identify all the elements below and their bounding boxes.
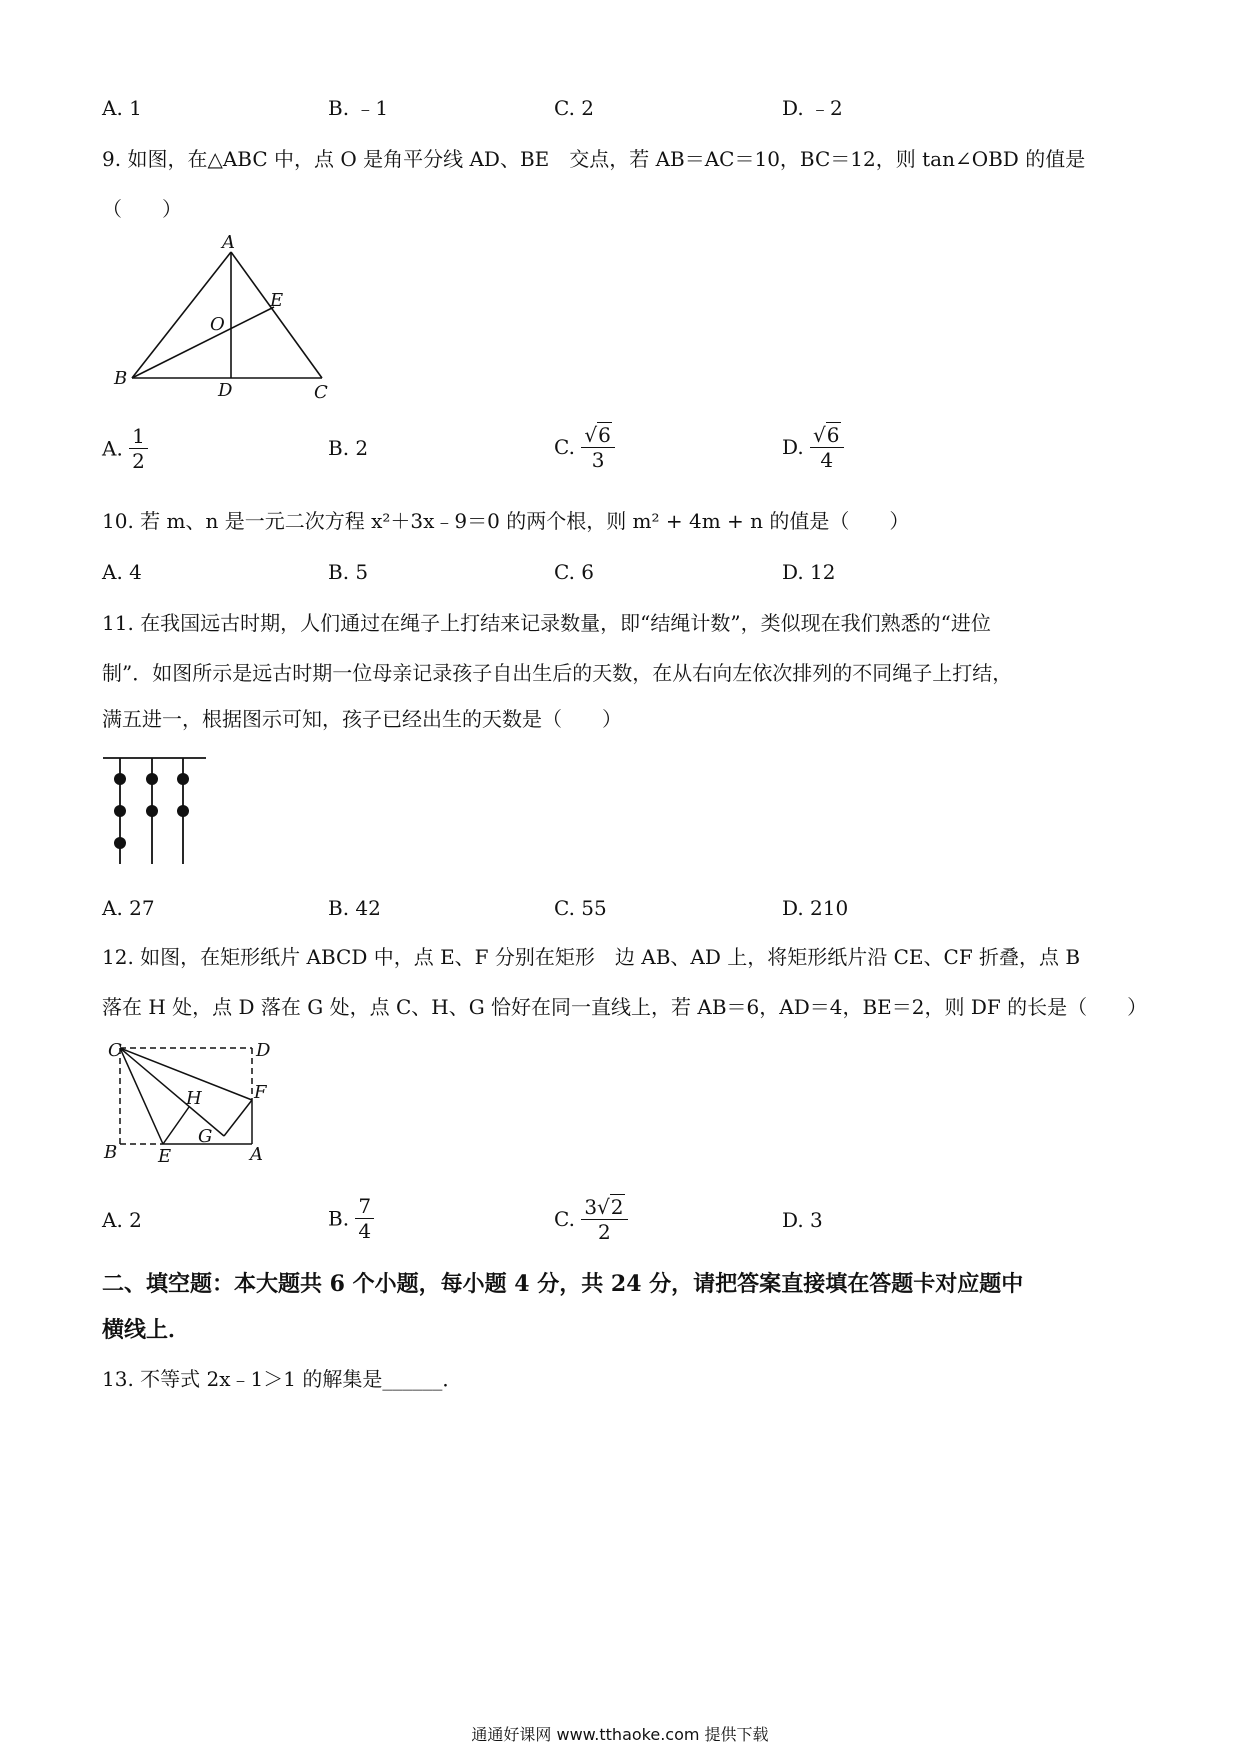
q9-option-c-letter: C. [554, 435, 575, 459]
q10-option-b: B. 5 [328, 560, 369, 584]
q9-label-c: C [314, 382, 328, 403]
knot-dot [146, 805, 158, 817]
q9-option-c [554, 422, 615, 472]
q11-option-c: C. 55 [554, 896, 607, 920]
q9-option-a-letter: A. [102, 436, 123, 461]
q12-option-c-fraction [581, 1194, 627, 1244]
q12-option-c-numerator [581, 1194, 627, 1220]
q12-label-h: H [186, 1088, 202, 1109]
q9-stem-line1: 9. 如图，在△ABC 中，点 O 是角平分线 AD、BE 交点，若 AB＝AC＝10，BC＝12，则 tan∠OBD 的值是 [102, 147, 1086, 171]
q11-option-a: A. 27 [102, 896, 155, 920]
q12-option-c-radicand: 2 [610, 1195, 624, 1219]
q9-option-c-numerator [581, 422, 614, 448]
q9-option-d-numerator [810, 422, 843, 448]
q12-label-g: G [198, 1126, 213, 1147]
q8-option-b: B. ﹣1 [328, 96, 389, 120]
q9-option-b: B. 2 [328, 436, 369, 460]
q10-option-d: D. 12 [782, 560, 836, 584]
q10-option-a: A. 4 [102, 560, 142, 584]
q9-option-a-fraction [129, 424, 148, 473]
q9-option-c-denominator: 3 [591, 448, 605, 472]
q9-option-d-denominator: 4 [820, 448, 834, 472]
q9-option-d-fraction [810, 422, 843, 472]
q12-label-a: A [250, 1144, 263, 1165]
q12-option-c-coefficient: 3 [584, 1195, 598, 1219]
q12-option-b-letter: B. [328, 1206, 350, 1231]
knot-dot [114, 837, 126, 849]
q12-option-b-numerator: 7 [355, 1194, 374, 1219]
knot-dot [114, 805, 126, 817]
knot-dot [146, 773, 158, 785]
q9-option-c-fraction [581, 422, 614, 472]
q9-stem-line2: （ ） [102, 197, 182, 221]
q10-option-c: C. 6 [554, 560, 595, 584]
sqrt-icon: √ [597, 1195, 610, 1219]
q11-option-b: B. 42 [328, 896, 381, 920]
q11-knot-rope-figure [100, 752, 210, 867]
q11-option-d: D. 210 [782, 896, 849, 920]
q9-triangle-figure [108, 230, 348, 405]
q12-option-c-letter: C. [554, 1207, 575, 1231]
q9-label-a: A [222, 232, 235, 253]
q12-option-b [328, 1194, 374, 1243]
section2-heading-line1: 二、填空题：本大题共 6 个小题，每小题 4 分，共 24 分，请把答案直接填在答题卡对应题中 [102, 1271, 1024, 1297]
knot-dot [177, 773, 189, 785]
q12-label-c: C [108, 1040, 122, 1061]
q9-option-a-denominator: 2 [132, 449, 145, 473]
q9-option-c-radicand: 6 [598, 423, 611, 447]
q9-option-a-numerator: 1 [129, 424, 148, 449]
knot-dot [177, 805, 189, 817]
q12-rectangle-fold-figure [100, 1036, 280, 1166]
q9-label-o: O [210, 314, 225, 335]
q12-label-d: D [256, 1040, 271, 1061]
knot-dot [114, 773, 126, 785]
q12-label-f: F [254, 1082, 267, 1103]
q8-option-a: A. 1 [102, 96, 142, 120]
q12-label-b: B [104, 1142, 118, 1163]
q9-option-a [102, 424, 148, 473]
q12-option-b-denominator: 4 [358, 1219, 372, 1243]
q11-stem-line2: 制”．如图所示是远古时期一位母亲记录孩子自出生后的天数，在从右向左依次排列的不同绳子上打结， [102, 661, 1013, 685]
q9-label-d: D [218, 380, 233, 401]
q9-option-d-letter: D. [782, 435, 804, 459]
q12-label-e: E [158, 1146, 172, 1166]
q13-stem: 13. 不等式 2x﹣1＞1 的解集是______． [102, 1367, 463, 1391]
q12-option-c-denominator: 2 [598, 1220, 611, 1244]
q11-stem-line1: 11. 在我国远古时期，人们通过在绳子上打结来记录数量，即“结绳计数”，类似现在我们熟悉的“进位 [102, 611, 991, 635]
q12-option-c [554, 1194, 628, 1244]
q8-option-c: C. 2 [554, 96, 595, 120]
q12-option-b-fraction [355, 1194, 374, 1243]
q12-stem-line1: 12. 如图，在矩形纸片 ABCD 中，点 E、F 分别在矩形 边 AB、AD 上，将矩形纸片沿 CE、CF 折叠，点 B [102, 945, 1081, 969]
q9-label-e: E [270, 290, 284, 311]
section2-heading-line2: 横线上． [102, 1317, 191, 1343]
q10-stem: 10. 若 m、n 是一元二次方程 x²＋3x﹣9＝0 的两个根，则 m² + 4m + n 的值是（ ） [102, 509, 910, 533]
q9-label-b: B [114, 368, 128, 389]
sqrt-icon: √ [813, 423, 826, 447]
sqrt-icon: √ [584, 423, 598, 447]
page-footer: 通通好课网 www.tthaoke.com 提供下载 [471, 1725, 769, 1744]
q8-option-d: D. ﹣2 [782, 96, 843, 120]
q12-stem-line2: 落在 H 处，点 D 落在 G 处，点 C、H、G 恰好在同一直线上，若 AB＝6，AD＝4，BE＝2，则 DF 的长是（ ） [102, 995, 1148, 1019]
q9-option-d [782, 422, 844, 472]
q12-option-d: D. 3 [782, 1208, 823, 1232]
q12-option-a: A. 2 [102, 1208, 142, 1232]
q11-stem-line3: 满五进一，根据图示可知，孩子已经出生的天数是（ ） [102, 707, 622, 731]
q9-option-d-radicand: 6 [826, 423, 840, 447]
